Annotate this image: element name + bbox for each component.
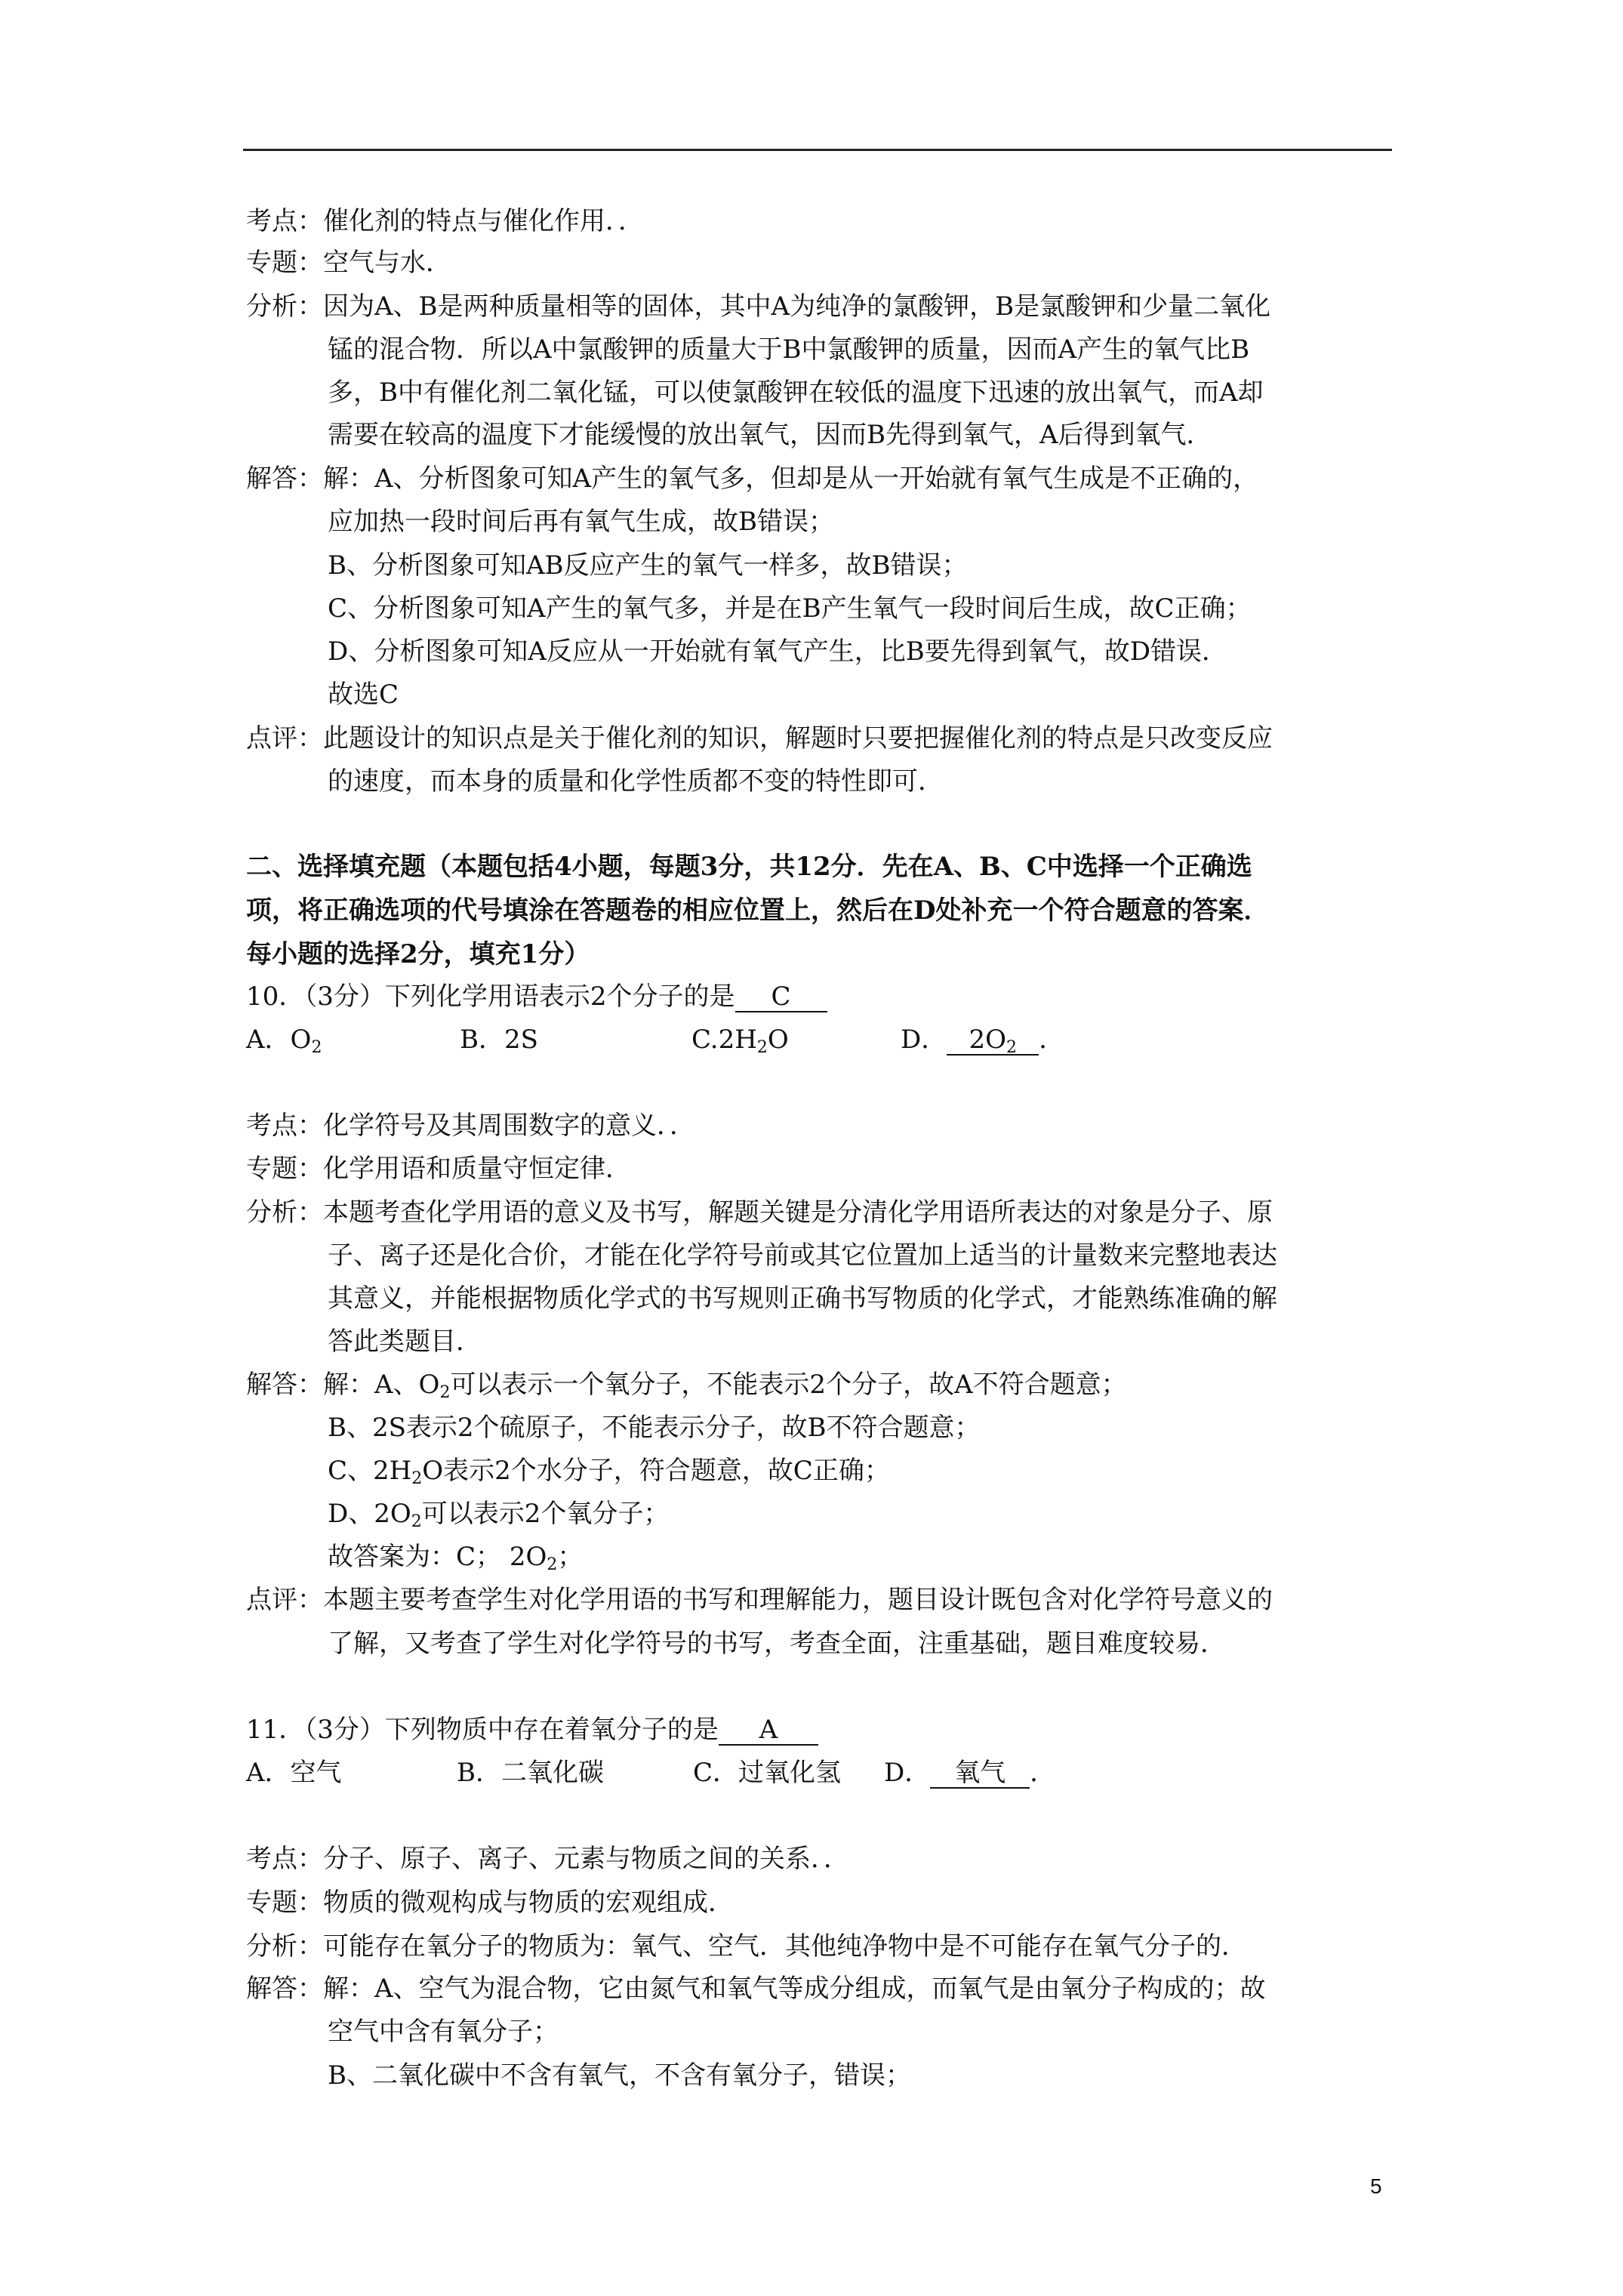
- jieda-line: 故答案为：C； $2O_2$；: [328, 1542, 584, 1574]
- zhuanti-line: 专题：空气与水．: [246, 248, 451, 278]
- jieda-line: 解答：解：A、空气为混合物，它由氮气和氧气等成分组成，而氧气是由氧分子构成的；故: [246, 1974, 1266, 2004]
- fenxi-line: 其意义，并能根据物质化学式的书写规则正确书写物质的化学式，才能熟练准确的解: [328, 1284, 1277, 1314]
- dianping-line: 点评：此题设计的知识点是关于催化剂的知识，解题时只要把握催化剂的特点是只改变反应: [246, 723, 1273, 754]
- kaodian-line: 考点：分子、原子、离子、元素与物质之间的关系．．: [246, 1844, 849, 1874]
- answer-blank: C: [735, 982, 827, 1012]
- header-rule: [243, 149, 1392, 151]
- fenxi-line: 需要在较高的温度下才能缓慢的放出氧气，因而B先得到氧气，A后得到氧气．: [328, 420, 1212, 450]
- fill-blank: 氧气: [930, 1758, 1030, 1789]
- jieda-line: 故选C: [328, 680, 399, 710]
- option-d: D． $2O_2$ ．: [901, 1025, 1065, 1057]
- dianping-line: 点评：本题主要考查学生对化学用语的书写和理解能力，题目设计既包含对化学符号意义的: [246, 1585, 1273, 1615]
- answer-blank: A: [719, 1715, 818, 1746]
- fenxi-line: 答此类题目．: [328, 1327, 482, 1357]
- question-10-options: [246, 1022, 1064, 1057]
- kaodian-line: 考点：化学符号及其周围数字的意义．．: [246, 1111, 695, 1141]
- fenxi-line: 锰的混合物．所以A中氯酸钾的质量大于B中氯酸钾的质量，因而A产生的氧气比B: [328, 334, 1250, 365]
- zhuanti-line: 专题：化学用语和质量守恒定律．: [246, 1154, 631, 1184]
- jieda-line: 解答：解：A、分析图象可知A产生的氧气多，但却是从一开始就有氧气生成是不正确的，: [246, 464, 1259, 494]
- fenxi-line: 分析：因为A、B是两种质量相等的固体，其中A为纯净的氯酸钾，B是氯酸钾和少量二氧化: [246, 291, 1271, 322]
- jieda-line: 解答：解：A、$O_2$可以表示一个氧分子，不能表示2个分子，故A不符合题意；: [246, 1370, 1127, 1402]
- jieda-line: D、$2O_2$可以表示2个氧分子；: [328, 1499, 670, 1531]
- section-heading: 二、选择填充题（本题包括4小题，每题3分，共12分．先在A、B、C中选择一个正确选: [246, 852, 1252, 882]
- fill-blank: $2O_2$: [947, 1025, 1039, 1056]
- jieda-line: B、分析图象可知AB反应产生的氧气一样多，故B错误；: [328, 550, 968, 581]
- fenxi-line: 多，B中有催化剂二氧化锰，可以使氯酸钾在较低的温度下迅速的放出氧气，而A却: [328, 378, 1264, 408]
- question-10-stem: [246, 979, 827, 1014]
- question-stem-text: 10．（3分）下列化学用语表示2个分子的是: [246, 982, 735, 1012]
- zhuanti-line: 专题：物质的微观构成与物质的宏观组成．: [246, 1888, 734, 1918]
- option-a: A．$O_2$: [246, 1025, 322, 1057]
- page-number: 5: [1370, 2174, 1382, 2198]
- fenxi-line: 分析：本题考查化学用语的意义及书写，解题关键是分清化学用语所表达的对象是分子、原: [246, 1197, 1273, 1228]
- fenxi-line: 子、离子还是化合价，才能在化学符号前或其它位置加上适当的计量数来完整地表达: [328, 1240, 1277, 1271]
- jieda-line: D、分析图象可知A反应从一开始就有氧气产生，比B要先得到氧气，故D错误．: [328, 636, 1228, 667]
- option-c: C．过氧化氢: [693, 1758, 842, 1788]
- option-b: B．2S: [460, 1025, 538, 1055]
- dianping-line: 的速度，而本身的质量和化学性质都不变的特性即可．: [328, 766, 944, 797]
- fenxi-line: 分析：可能存在氧分子的物质为：氧气、空气．其他纯净物中是不可能存在氧气分子的．: [246, 1931, 1247, 1962]
- question-stem-text: 11．（3分）下列物质中存在着氧分子的是: [246, 1715, 719, 1745]
- question-11-options: [246, 1755, 1055, 1790]
- section-heading: 每小题的选择2分，填充1分）: [246, 939, 590, 969]
- option-d: D． 氧气 ．: [884, 1758, 1056, 1788]
- option-a: A．空气: [246, 1758, 342, 1788]
- dianping-line: 了解，又考查了学生对化学符号的书写，考查全面，注重基础，题目难度较易．: [328, 1629, 1226, 1659]
- option-b: B．二氧化碳: [457, 1758, 604, 1788]
- section-heading: 项，将正确选项的代号填涂在答题卷的相应位置上，然后在D处补充一个符合题意的答案．: [246, 895, 1270, 926]
- jieda-line: B、2S表示2个硫原子，不能表示分子，故B不符合题意；: [328, 1413, 981, 1443]
- jieda-line: C、分析图象可知A产生的氧气多，并是在B产生氧气一段时间后生成，故C正确；: [328, 593, 1252, 624]
- option-c: $C.2H_2O$: [691, 1025, 789, 1057]
- question-11-stem: [246, 1712, 818, 1747]
- kaodian-line: 考点：催化剂的特点与催化作用．．: [246, 206, 644, 236]
- jieda-line: 应加热一段时间后再有氧气生成，故B错误；: [328, 507, 834, 537]
- jieda-line: B、二氧化碳中不含有氧气，不含有氧分子，错误；: [328, 2060, 911, 2091]
- jieda-line: 空气中含有氧分子；: [328, 2017, 559, 2047]
- jieda-line: C、$2H_2O$表示2个水分子，符合题意，故C正确；: [328, 1456, 890, 1488]
